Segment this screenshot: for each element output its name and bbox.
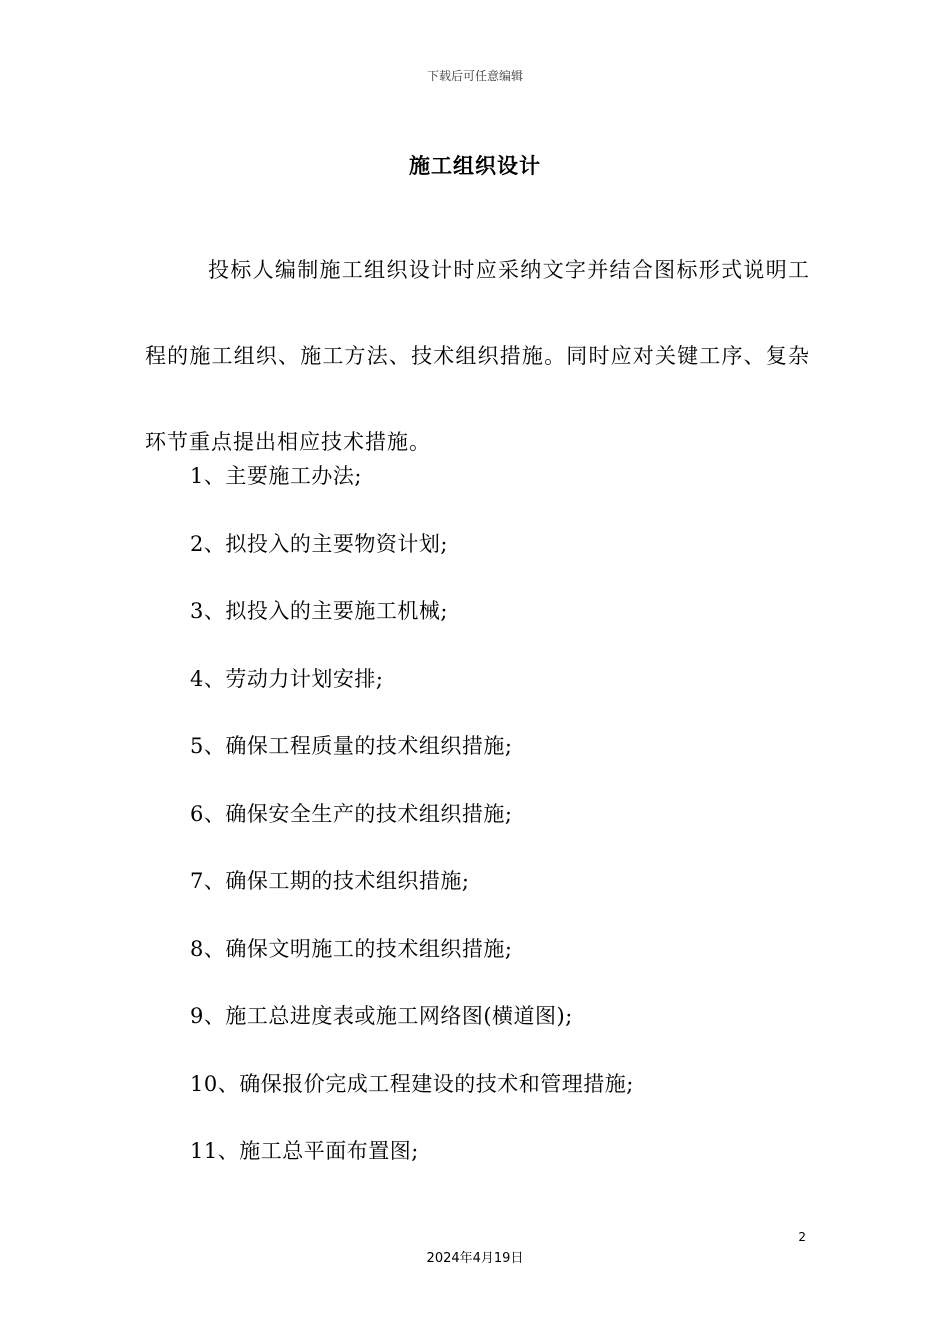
list-item: 2、拟投入的主要物资计划; [190,531,448,556]
list-item: 6、确保安全生产的技术组织措施; [190,801,513,826]
list-item: 11、施工总平面布置图; [190,1139,419,1163]
list-item: 9、施工总进度表或施工网络图(横道图); [190,1004,573,1028]
intro-paragraph: 投标人编制施工组织设计时应采纳文字并结合图标形式说明工程的施工组织、施工方法、技术组织措施。同时应对关键工序、复杂环节重点提出相应技术措施。 [145,258,810,454]
list-item: 8、确保文明施工的技术组织措施; [190,936,513,961]
requirements-list [190,456,810,1199]
list-item: 5、确保工程质量的技术组织措施; [190,734,513,758]
footer-date: 2024年4月19日 [426,1251,524,1266]
header-note: 下载后可任意编辑 [426,69,523,83]
page-number: 2 [798,1230,806,1244]
list-item: 1、主要施工办法; [190,464,362,488]
list-item: 10、确保报价完成工程建设的技术和管理措施; [190,1071,634,1096]
list-item: 4、劳动力计划安排; [190,666,384,691]
list-item: 3、拟投入的主要施工机械; [190,599,448,623]
page-title: 施工组织设计 [409,154,541,178]
list-item: 7、确保工期的技术组织措施; [190,869,470,893]
